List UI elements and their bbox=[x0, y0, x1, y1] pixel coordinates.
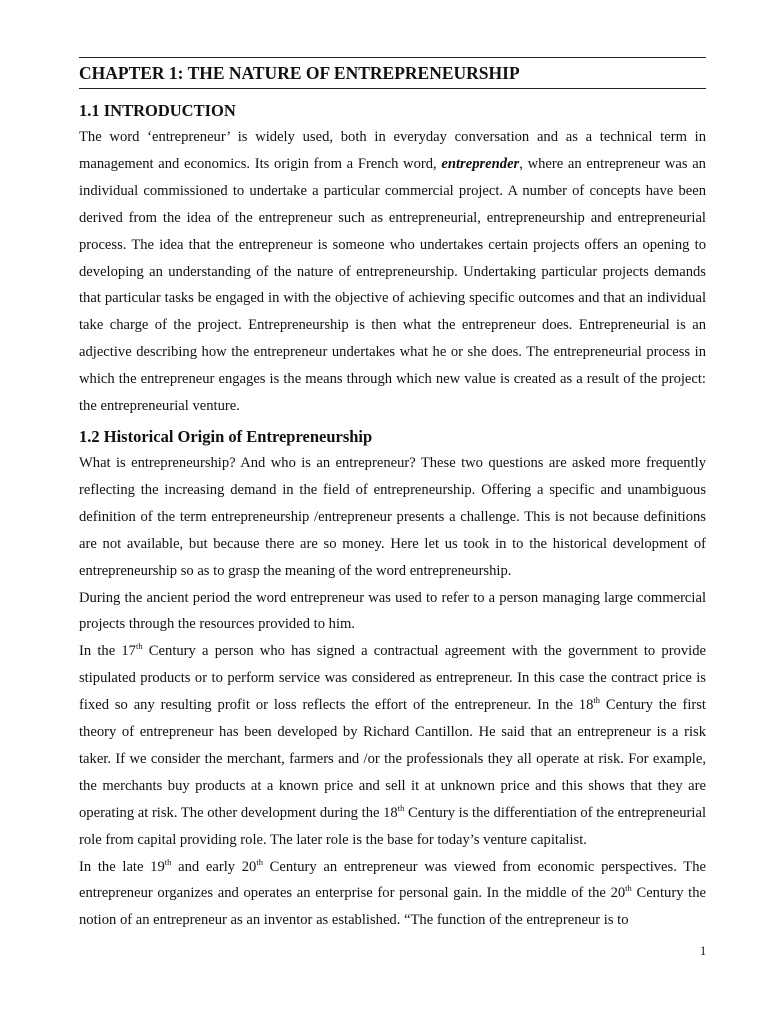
historical-paragraph-2: During the ancient period the word entrepreneur was used to refer to a person managing large commercial projects through the resources provided to him. bbox=[79, 589, 706, 633]
superscript: th bbox=[135, 641, 143, 652]
emphasized-term: entreprender bbox=[441, 155, 520, 172]
text-run: Century is the differentiation of the entrepreneurial role from capital providing role. The later role is the base for today’s venture capitalist. bbox=[79, 804, 706, 848]
historical-paragraph-1: What is entrepreneurship? And who is an entrepreneur? These two questions are asked more frequently reflecting the increasing demand in the field of entrepreneurship. Offering a specific and unambiguous definition of the term entrepreneurship /entrepreneur presents a challenge. This is not because definitions are not available, but because there are so money. Here let us took in to the historical development of entrepreneurship so as to grasp the meaning of the word entrepreneurship. bbox=[79, 454, 706, 579]
historical-paragraph-4 bbox=[79, 854, 706, 935]
text-run: In the late 19 bbox=[79, 858, 165, 875]
chapter-title: CHAPTER 1: THE NATURE OF ENTREPRENEURSHIP bbox=[79, 57, 706, 89]
section-heading-historical-origin: 1.2 Historical Origin of Entrepreneurship bbox=[79, 426, 373, 446]
superscript: th bbox=[625, 883, 632, 894]
superscript: th bbox=[593, 695, 601, 706]
text-run: Century the first theory of entrepreneur has been developed by Richard Cantillon. He said that an entrepreneur is a risk taker. If we consider the merchant, farmers and /or the professionals they all operate at risk. For example, the merchants buy products at a known price and sell it at unknown price and this shows that they are operating at risk. The other development during the 18 bbox=[79, 697, 706, 821]
text-run: , where an entrepreneur was an individual commissioned to undertake a particular commercial project. A number of concepts have been derived from the idea of the entrepreneur such as entrepreneurial, entrepreneurship and entrepreneurial process. The idea that the entrepreneur is someone who undertakes certain projects offers an opening to developing an understanding of the nature of entrepreneurship. Undertaking particular projects demands that particular tasks be engaged in with the objective of achieving specific outcomes and that an individual take charge of the project. Entrepreneurship is then what the entrepreneur does. Entrepreneurial is an adjective describing how the entrepreneur undertakes what he or she does. The entrepreneurial process in which the entrepreneur engages is the means through which new value is created as a result of the project: the entrepreneurial venture. bbox=[79, 155, 706, 415]
historical-paragraph-3 bbox=[79, 638, 706, 853]
superscript: th bbox=[256, 856, 263, 867]
superscript: th bbox=[164, 856, 172, 867]
document-page bbox=[79, 57, 706, 934]
text-run: Century a person who has signed a contractual agreement with the government to provide stipulated products or to perform service was considered as entrepreneur. In this case the contract price is fixed so any resulting profit or loss reflects the effort of the entrepreneur. In the 18 bbox=[79, 643, 706, 714]
section-heading-introduction: 1.1 INTRODUCTION bbox=[79, 101, 236, 120]
text-run: Century the notion of an entrepreneur as an inventor as established. “The function of the entrepreneur is to bbox=[79, 885, 706, 929]
page-number: 1 bbox=[700, 944, 707, 958]
superscript: th bbox=[397, 802, 405, 813]
text-run: and early 20 bbox=[171, 858, 257, 875]
text-run: The word ‘entrepreneur’ is widely used, both in everyday conversation and as a technical term in management and economics. Its origin from a French word, bbox=[79, 129, 706, 172]
introduction-paragraph bbox=[79, 124, 706, 420]
text-run: Century an entrepreneur was viewed from economic perspectives. The entrepreneur organizes and operates an enterprise for personal gain. In the middle of the 20 bbox=[79, 858, 706, 902]
text-run: In the 17 bbox=[79, 643, 136, 660]
